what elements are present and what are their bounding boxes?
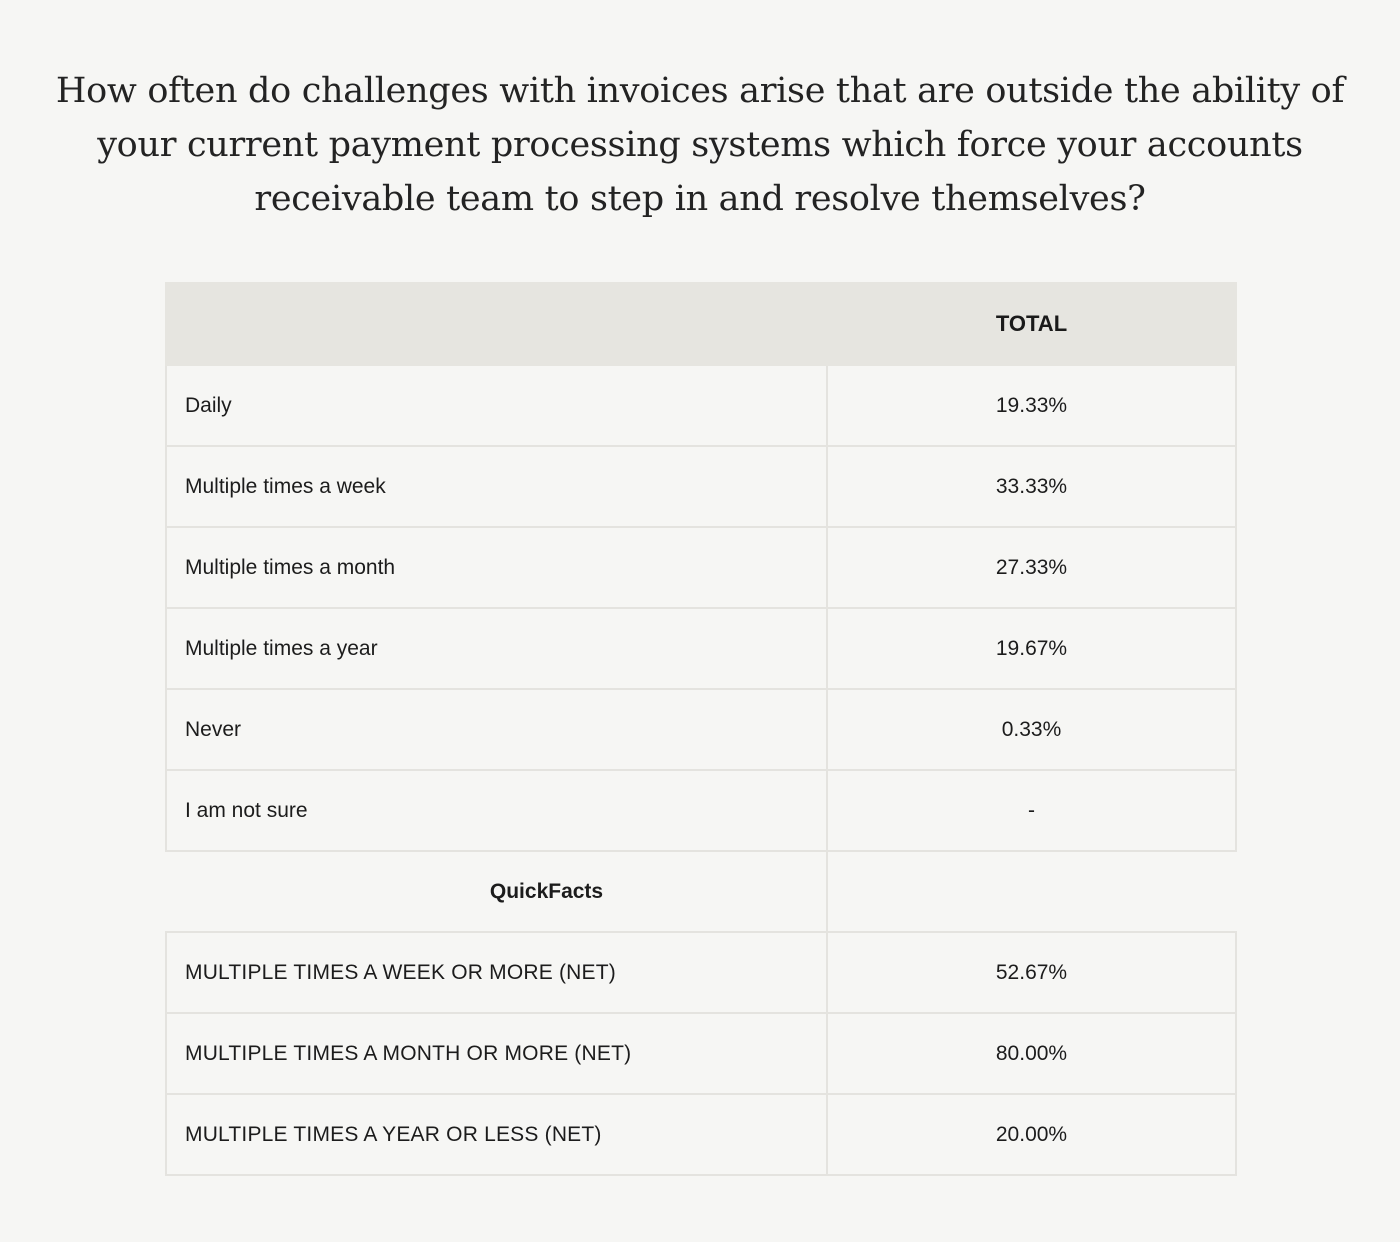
- net-row: [166, 932, 1236, 1013]
- total-column-header: TOTAL: [827, 283, 1236, 365]
- net-row-label: MULTIPLE TIMES A WEEK OR MORE (NET): [166, 932, 827, 1013]
- quickfacts-empty-cell: [827, 851, 1236, 932]
- results-table: [165, 282, 1237, 1176]
- quickfacts-section-row: [166, 851, 1236, 932]
- row-label: Multiple times a year: [166, 608, 827, 689]
- net-row: [166, 1013, 1236, 1094]
- net-row: [166, 1094, 1236, 1175]
- row-value: 27.33%: [827, 527, 1236, 608]
- net-row-value: 80.00%: [827, 1013, 1236, 1094]
- quickfacts-heading: QuickFacts: [166, 851, 827, 932]
- row-label: I am not sure: [166, 770, 827, 851]
- row-value: -: [827, 770, 1236, 851]
- row-value: 19.33%: [827, 365, 1236, 446]
- row-value: 33.33%: [827, 446, 1236, 527]
- row-value: 0.33%: [827, 689, 1236, 770]
- row-label: Multiple times a month: [166, 527, 827, 608]
- page-title: How often do challenges with invoices arise that are outside the ability of your current payment processing systems which force your accounts receivable team to step in and resolve themselves?: [55, 71, 1345, 219]
- table-row: [166, 689, 1236, 770]
- net-row-value: 52.67%: [827, 932, 1236, 1013]
- net-row-label: MULTIPLE TIMES A MONTH OR MORE (NET): [166, 1013, 827, 1094]
- table-header-row: [166, 283, 1236, 365]
- table-row: [166, 608, 1236, 689]
- row-value: 19.67%: [827, 608, 1236, 689]
- label-column-header: [166, 283, 827, 365]
- table-row: [166, 365, 1236, 446]
- net-row-value: 20.00%: [827, 1094, 1236, 1175]
- row-label: Daily: [166, 365, 827, 446]
- row-label: Never: [166, 689, 827, 770]
- table-row: [166, 770, 1236, 851]
- table-row: [166, 527, 1236, 608]
- net-row-label: MULTIPLE TIMES A YEAR OR LESS (NET): [166, 1094, 827, 1175]
- table-row: [166, 446, 1236, 527]
- row-label: Multiple times a week: [166, 446, 827, 527]
